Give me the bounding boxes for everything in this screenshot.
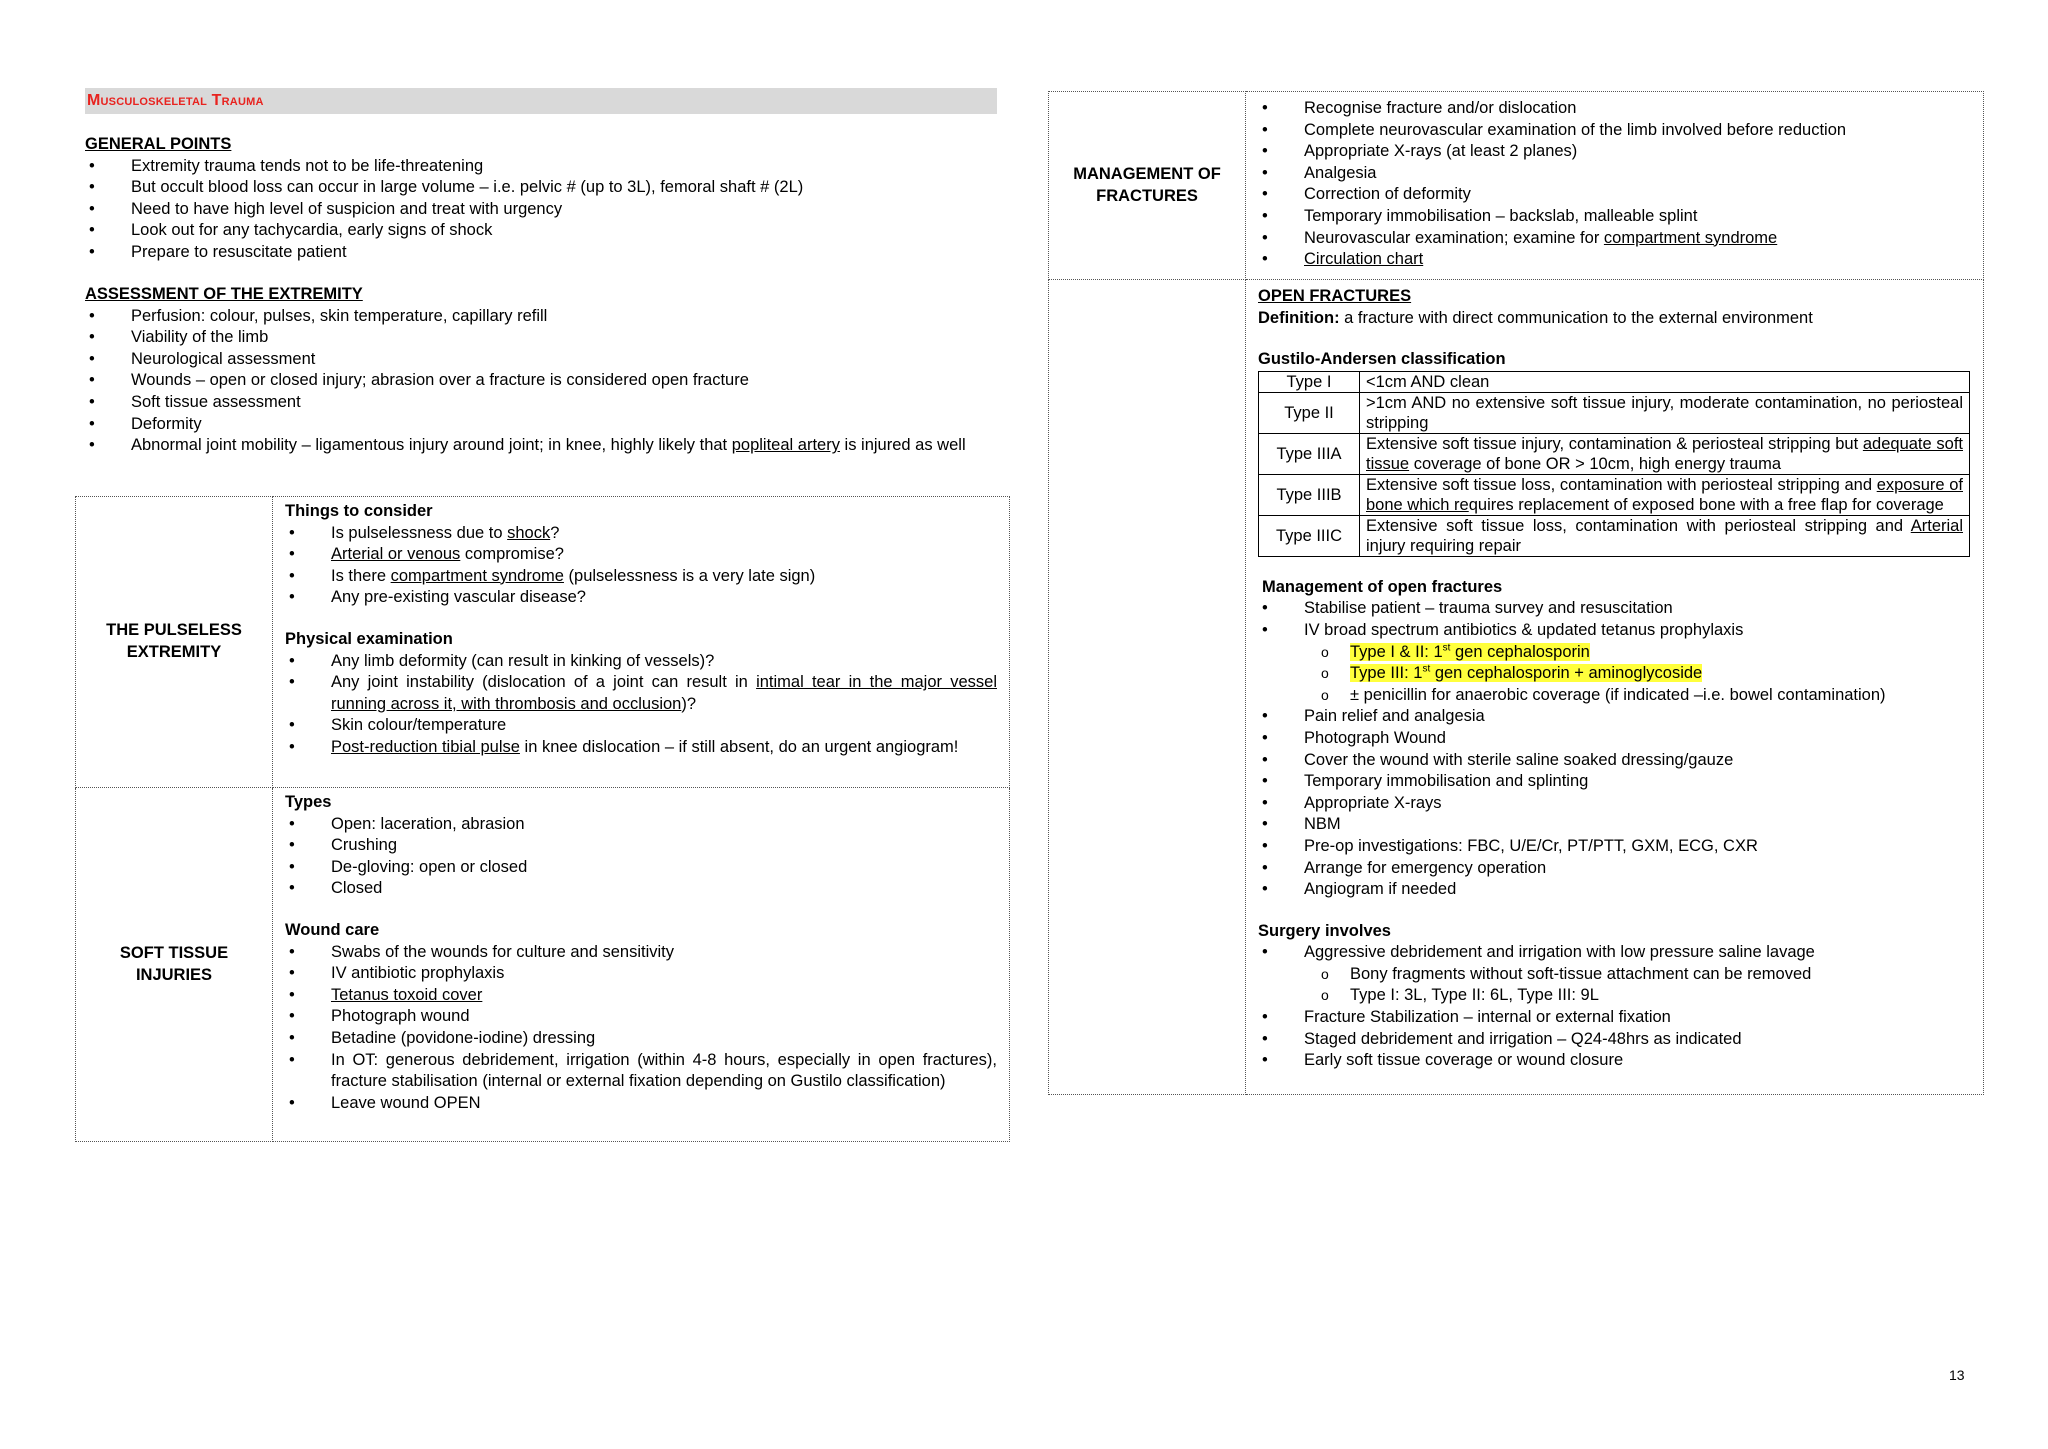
list-item: • Perfusion: colour, pulses, skin temperature, capillary refill — [85, 306, 1000, 328]
list-item: • Staged debridement and irrigation – Q24-48hrs as indicated — [1258, 1029, 1971, 1051]
soft-tissue-cell — [273, 788, 1010, 1142]
definition: Definition: a fracture with direct communication to the external environment — [1258, 308, 1813, 327]
list-item: o ± penicillin for anaerobic coverage (if indicated –i.e. bowel contamination) — [1258, 685, 1971, 707]
assessment-section — [85, 284, 1000, 457]
wound-care-heading: Wound care — [285, 920, 380, 939]
list-item: • In OT: generous debridement, irrigation (within 4-8 hours, especially in open fractures), fracture stabilisation (internal or external fixation depending on Gustilo classification) — [285, 1050, 997, 1093]
list-item: • Betadine (povidone-iodine) dressing — [285, 1028, 997, 1050]
table-row: Type IIIA Extensive soft tissue injury, contamination & periosteal stripping but adequate soft tissue coverage of bone OR > 10cm, high energy trauma — [1259, 433, 1970, 474]
general-points-section — [85, 134, 1000, 264]
section-title-bar — [85, 88, 997, 114]
list-item: • Analgesia — [1258, 163, 1971, 185]
open-mgmt-list — [1258, 598, 1971, 900]
list-item: • Neurovascular examination; examine for compartment syndrome — [1258, 228, 1971, 250]
list-item: • Any joint instability (dislocation of a joint can result in intimal tear in the major vessel running across it, with thrombosis and occlusion)? — [285, 672, 997, 715]
list-item: • Appropriate X-rays — [1258, 793, 1971, 815]
list-item: • Closed — [285, 878, 997, 900]
list-item: • Abnormal joint mobility – ligamentous injury around joint; in knee, highly likely that popliteal artery is injured as well — [85, 435, 1000, 457]
table-row — [76, 497, 1010, 788]
list-item: • IV broad spectrum antibiotics & updated tetanus prophylaxis o Type I & II: 1st gen cephalosporin o Type III: 1st gen cephalosporin + aminoglycoside o ± penicillin for anaerobic coverage (if indicated –i.e. bowel contamination) — [1258, 620, 1971, 706]
pulseless-cell — [273, 497, 1010, 788]
list-item: • Appropriate X-rays (at least 2 planes) — [1258, 141, 1971, 163]
list-item: • Recognise fracture and/or dislocation — [1258, 98, 1971, 120]
table-row — [1049, 92, 1984, 280]
table-row — [76, 788, 1010, 1142]
table-row: Type IIIC Extensive soft tissue loss, contamination with periosteal stripping and Arterial injury requiring repair — [1259, 515, 1970, 556]
list-item: o Type I: 3L, Type II: 6L, Type III: 9L — [1258, 985, 1971, 1007]
list-item: • Early soft tissue coverage or wound closure — [1258, 1050, 1971, 1072]
list-item: • Complete neurovascular examination of the limb involved before reduction — [1258, 120, 1971, 142]
exam-heading: Physical examination — [285, 629, 453, 648]
empty-row-header — [1049, 280, 1246, 1095]
list-item: o Type III: 1st gen cephalosporin + aminoglycoside — [1258, 663, 1971, 685]
list-item: • IV antibiotic prophylaxis — [285, 963, 997, 985]
general-points-list — [85, 156, 1000, 264]
assessment-heading: ASSESSMENT OF THE EXTREMITY — [85, 285, 363, 303]
gustilo-heading: Gustilo-Andersen classification — [1258, 350, 1506, 369]
list-item: • NBM — [1258, 814, 1971, 836]
list-item: • Prepare to resuscitate patient — [85, 242, 1000, 264]
types-heading: Types — [285, 793, 332, 811]
list-item: • De-gloving: open or closed — [285, 857, 997, 879]
list-item: • Need to have high level of suspicion and treat with urgency — [85, 199, 1000, 221]
list-item: • Soft tissue assessment — [85, 392, 1000, 414]
list-item: • Circulation chart — [1258, 249, 1971, 271]
list-item: • Temporary immobilisation and splinting — [1258, 771, 1971, 793]
exam-list — [285, 651, 997, 759]
gustilo-table — [1258, 371, 1970, 557]
table-row: Type II >1cm AND no extensive soft tissue injury, moderate contamination, no periosteal stripping — [1259, 392, 1970, 433]
list-item: • Is there compartment syndrome (pulselessness is a very late sign) — [285, 566, 997, 588]
list-item: • Post-reduction tibial pulse in knee dislocation – if still absent, do an urgent angiogram! — [285, 737, 997, 759]
list-item: • Aggressive debridement and irrigation with low pressure saline lavage o Bony fragments without soft-tissue attachment can be removed o Type I: 3L, Type II: 6L, Type III: 9L — [1258, 942, 1971, 1007]
list-item: • Cover the wound with sterile saline soaked dressing/gauze — [1258, 750, 1971, 772]
list-item: • Wounds – open or closed injury; abrasion over a fracture is considered open fracture — [85, 370, 1000, 392]
list-item: • Open: laceration, abrasion — [285, 814, 997, 836]
table-row — [1049, 280, 1984, 1095]
things-heading: Things to consider — [285, 502, 433, 520]
things-list — [285, 523, 997, 609]
management-list — [1258, 98, 1971, 271]
list-item: • Look out for any tachycardia, early signs of shock — [85, 220, 1000, 242]
surgery-heading: Surgery involves — [1258, 921, 1391, 940]
types-list — [285, 814, 997, 900]
surgery-sublist — [1258, 964, 1971, 1007]
list-item: • Pre-op investigations: FBC, U/E/Cr, PT/PTT, GXM, ECG, CXR — [1258, 836, 1971, 858]
management-cell — [1246, 92, 1984, 280]
open-fractures-cell — [1246, 280, 1984, 1095]
open-fractures-heading: OPEN FRACTURES — [1258, 287, 1412, 305]
antibiotic-list — [1258, 642, 1971, 707]
list-item: • Any limb deformity (can result in kinking of vessels)? — [285, 651, 997, 673]
list-item: • Pain relief and analgesia — [1258, 706, 1971, 728]
list-item: • Photograph Wound — [1258, 728, 1971, 750]
row-header-soft-tissue: SOFT TISSUE INJURIES — [76, 788, 273, 1142]
list-item: • Skin colour/temperature — [285, 715, 997, 737]
section-title: Musculoskeletal Trauma — [87, 92, 264, 109]
list-item: • Angiogram if needed — [1258, 879, 1971, 901]
page-number: 13 — [1949, 1367, 1965, 1383]
surgery-list — [1258, 942, 1971, 1072]
list-item: • Temporary immobilisation – backslab, malleable splint — [1258, 206, 1971, 228]
row-header-management: MANAGEMENT OF FRACTURES — [1049, 92, 1246, 280]
list-item: • Deformity — [85, 414, 1000, 436]
row-header-pulseless: THE PULSELESS EXTREMITY — [76, 497, 273, 788]
list-item: • Stabilise patient – trauma survey and resuscitation — [1258, 598, 1971, 620]
right-table — [1048, 91, 1984, 1095]
list-item: o Type I & II: 1st gen cephalosporin — [1258, 642, 1971, 664]
list-item: • Extremity trauma tends not to be life-threatening — [85, 156, 1000, 178]
wound-care-list — [285, 942, 997, 1115]
list-item: • Leave wound OPEN — [285, 1093, 997, 1115]
open-mgmt-heading: Management of open fractures — [1262, 577, 1503, 596]
list-item: • Fracture Stabilization – internal or external fixation — [1258, 1007, 1971, 1029]
list-item: • Arterial or venous compromise? — [285, 544, 997, 566]
list-item: • Neurological assessment — [85, 349, 1000, 371]
table-row: Type IIIB Extensive soft tissue loss, contamination with periosteal stripping and exposure of bone which requires replacement of exposed bone with a free flap for coverage — [1259, 474, 1970, 515]
list-item: • Is pulselessness due to shock? — [285, 523, 997, 545]
list-item: • Photograph wound — [285, 1006, 997, 1028]
list-item: • Crushing — [285, 835, 997, 857]
list-item: • Arrange for emergency operation — [1258, 858, 1971, 880]
list-item: • Any pre-existing vascular disease? — [285, 587, 997, 609]
list-item: • Viability of the limb — [85, 327, 1000, 349]
list-item: o Bony fragments without soft-tissue attachment can be removed — [1258, 964, 1971, 986]
assessment-list — [85, 306, 1000, 457]
table-row: Type I <1cm AND clean — [1259, 371, 1970, 392]
left-table — [75, 496, 1010, 1142]
list-item: • But occult blood loss can occur in large volume – i.e. pelvic # (up to 3L), femoral shaft # (2L) — [85, 177, 1000, 199]
list-item: • Tetanus toxoid cover — [285, 985, 997, 1007]
general-points-heading: GENERAL POINTS — [85, 135, 232, 153]
list-item: • Swabs of the wounds for culture and sensitivity — [285, 942, 997, 964]
list-item: • Correction of deformity — [1258, 184, 1971, 206]
